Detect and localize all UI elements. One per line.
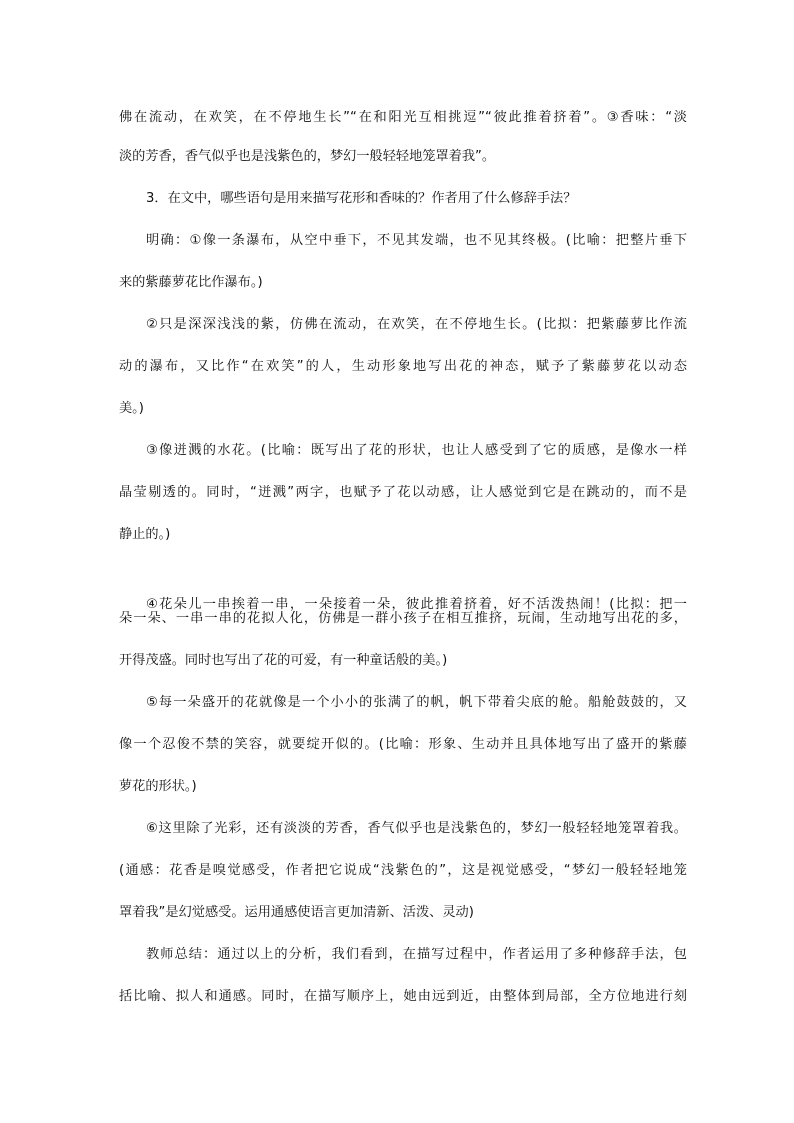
text-line-1: 佛在流动，在欢笑，在不停地生长”“在和阳光互相挑逗”“彼此推着挤着”。③香味：“淡 [119,110,687,125]
summary-line-2: 括比喻、拟人和通感。同时，在描写顺序上，她由远到近，由整体到局部，全方位地进行刻 [119,989,687,1004]
item-2-line-1: ②只是深深浅浅的紫，仿佛在流动，在欢笑，在不停地生长。(比拟：把紫藤萝比作流 [146,317,687,332]
item-4-line-1: ④花朵儿一串挨着一串，一朵接着一朵，彼此推着挤着，好不活泼热闹！(比拟：把一 [146,597,687,612]
item-4-line-2: 朵一朵、一串一串的花拟人化，仿佛是一群小孩子在相互推挤，玩闹，生动地写出花的多， [119,611,687,626]
item-2-line-2: 动的瀑布，又比作“在欢笑”的人，生动形象地写出花的神态，赋予了紫藤萝花以动态 [119,359,687,374]
text-line-2: 淡的芳香，香气似乎也是浅紫色的，梦幻一般轻轻地笼罩着我”。 [119,149,496,164]
item-3-line-3: 静止的。) [119,527,171,542]
item-6-line-2: (通感：花香是嗅觉感受，作者把它说成“浅紫色的”，这是视觉感受，“梦幻一般轻轻地笼 [119,863,687,878]
item-3-line-2: 晶莹剔透的。同时，“迸溅”两字，也赋予了花以动感，让人感觉到它是在跳动的，而不是 [119,485,687,500]
question-3-heading: 3．在文中，哪些语句是用来描写花形和香味的？作者用了什么修辞手法？ [146,191,577,206]
item-6-line-3: 罩着我”是幻觉感受。运用通感使语言更加清新、活泼、灵动) [119,905,474,920]
summary-line-1: 教师总结：通过以上的分析，我们看到，在描写过程中，作者运用了多种修辞手法，包 [146,947,687,962]
item-2-line-3: 美。) [119,401,144,416]
answer-line-1: 明确：①像一条瀑布，从空中垂下，不见其发端，也不见其终极。(比喻：把整片垂下 [146,233,687,248]
item-6-line-1: ⑥这里除了光彩，还有淡淡的芳香，香气似乎也是浅紫色的，梦幻一般轻轻地笼罩着我。 [146,821,687,836]
item-5-line-1: ⑤每一朵盛开的花就像是一个小小的张满了的帆，帆下带着尖底的舱。船舱鼓鼓的，又 [146,695,687,710]
item-3-line-1: ③像迸溅的水花。(比喻：既写出了花的形状，也让人感受到了它的质感，是像水一样 [146,443,687,458]
item-5-line-2: 像一个忍俊不禁的笑容，就要绽开似的。(比喻：形象、生动并且具体地写出了盛开的紫藤 [119,737,687,752]
item-5-line-3: 萝花的形状。) [119,779,197,794]
item-4-line-3: 开得茂盛。同时也写出了花的可爱，有一种童话般的美。) [119,653,448,668]
answer-line-2: 来的紫藤萝花比作瀑布。) [119,275,263,290]
